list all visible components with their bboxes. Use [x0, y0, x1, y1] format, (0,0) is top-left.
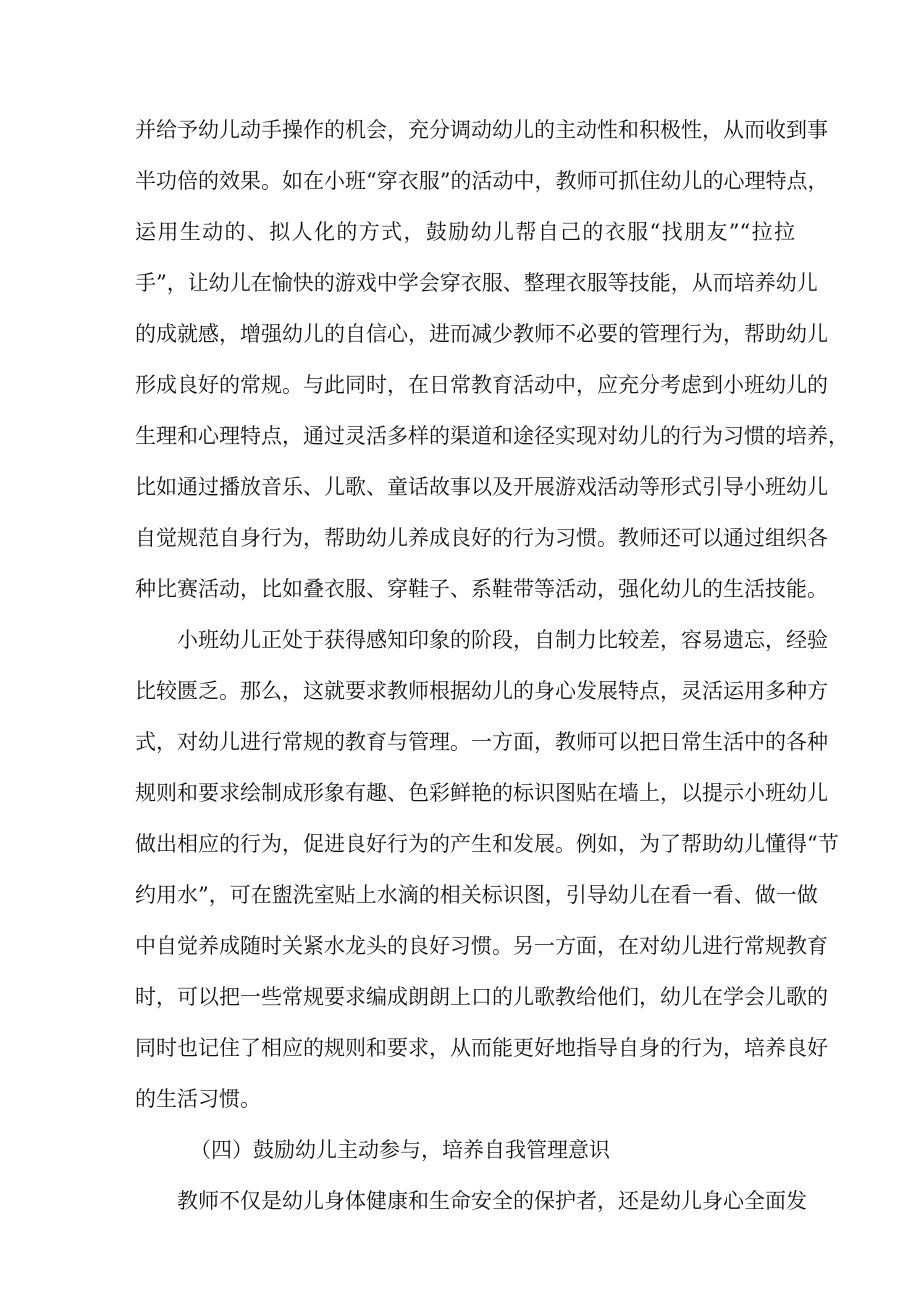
paragraph-2-line-3: 式，对幼儿进行常规的教育与管理。一方面，教师可以把日常生活中的各种: [135, 730, 828, 754]
paragraph-2-line-8: 时，可以把一些常规要求编成朗朗上口的儿歌教给他们，幼儿在学会儿歌的: [135, 985, 828, 1009]
paragraph-1-line-7: 生理和心理特点，通过灵活多样的渠道和途径实现对幼儿的行为习惯的培养，: [135, 424, 849, 448]
paragraph-1-line-9: 自觉规范自身行为，帮助幼儿养成良好的行为习惯。教师还可以通过组织各: [135, 526, 828, 550]
paragraph-2-line-4: 规则和要求绘制成形象有趣、色彩鲜艳的标识图贴在墙上，以提示小班幼儿: [135, 781, 828, 805]
paragraph-1-line-6: 形成良好的常规。与此同时，在日常教育活动中，应充分考虑到小班幼儿的: [135, 373, 828, 397]
paragraph-1-line-2: 半功倍的效果。如在小班“穿衣服”的活动中，教师可抓住幼儿的心理特点，: [135, 169, 829, 193]
paragraph-3-line-1: 教师不仅是幼儿身体健康和生命安全的保护者，还是幼儿身心全面发: [177, 1189, 807, 1213]
paragraph-2-line-10: 的生活习惯。: [135, 1087, 261, 1111]
paragraph-1-line-4: 手”，让幼儿在愉快的游戏中学会穿衣服、整理衣服等技能，从而培养幼儿: [135, 271, 818, 295]
paragraph-1-line-1: 并给予幼儿动手操作的机会，充分调动幼儿的主动性和积极性，从而收到事: [135, 118, 828, 142]
paragraph-2-line-9: 同时也记住了相应的规则和要求，从而能更好地指导自身的行为，培养良好: [135, 1036, 828, 1060]
paragraph-1-line-3: 运用生动的、拟人化的方式，鼓励幼儿帮自己的衣服“找朋友”“拉拉: [135, 220, 795, 244]
paragraph-1-line-10: 种比赛活动，比如叠衣服、穿鞋子、系鞋带等活动，强化幼儿的生活技能。: [135, 577, 828, 601]
paragraph-1-line-8: 比如通过播放音乐、儿歌、童话故事以及开展游戏活动等形式引导小班幼儿: [135, 475, 828, 499]
paragraph-2-line-1: 小班幼儿正处于获得感知印象的阶段，自制力比较差，容易遗忘，经验: [177, 628, 828, 652]
paragraph-2-line-5: 做出相应的行为，促进良好行为的产生和发展。例如，为了帮助幼儿懂得“节: [135, 832, 839, 856]
paragraph-2-line-6: 约用水”，可在盥洗室贴上水滴的相关标识图，引导幼儿在看一看、做一做: [135, 883, 818, 907]
section-heading: （四）鼓励幼儿主动参与，培养自我管理意识: [190, 1138, 610, 1162]
paragraph-2-line-7: 中自觉养成随时关紧水龙头的良好习惯。另一方面，在对幼儿进行常规教育: [135, 934, 828, 958]
paragraph-2-line-2: 比较匮乏。那么，这就要求教师根据幼儿的身心发展特点，灵活运用多种方: [135, 679, 828, 703]
paragraph-1-line-5: 的成就感，增强幼儿的自信心，进而减少教师不必要的管理行为，帮助幼儿: [135, 322, 828, 346]
